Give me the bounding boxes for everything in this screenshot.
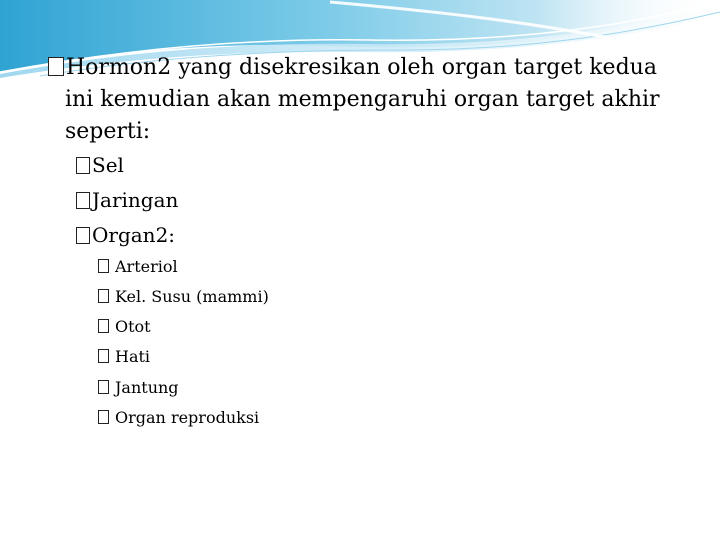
- missing-glyph-box-icon: [98, 319, 109, 333]
- sub-item-organ2: [76, 221, 175, 249]
- organ-item-label: Otot: [115, 317, 151, 336]
- sub-item-jaringan: [76, 186, 178, 214]
- organ-item-label: Hati: [115, 347, 151, 366]
- organ-item-kel-susu: [98, 286, 269, 308]
- main-bullet-line-3: seperti:: [65, 119, 151, 144]
- organ-item-arteriol: [98, 256, 178, 278]
- organ-item-label: Arteriol: [115, 257, 178, 276]
- organ-item-label: Jantung: [115, 378, 179, 397]
- main-bullet: [48, 52, 698, 148]
- organ-item-organ-reproduksi: [98, 407, 259, 429]
- missing-glyph-box-icon: [76, 157, 90, 174]
- missing-glyph-box-icon: [98, 289, 109, 303]
- sub-item-label: Organ2:: [92, 223, 176, 247]
- missing-glyph-box-icon: [76, 227, 90, 244]
- sub-item-sel: [76, 151, 124, 179]
- missing-glyph-box-icon: [98, 349, 109, 363]
- sub-item-label: Jaringan: [92, 188, 179, 212]
- missing-glyph-box-icon: [48, 57, 64, 76]
- organ-item-label: Kel. Susu (mammi): [115, 287, 269, 306]
- organ-item-jantung: [98, 377, 179, 399]
- organ-item-otot: [98, 316, 151, 338]
- organ-item-label: Organ reproduksi: [115, 408, 260, 427]
- organ-item-hati: [98, 346, 150, 368]
- main-bullet-line-2: ini kemudian akan mempengaruhi organ target akhir: [65, 87, 660, 112]
- main-bullet-line-1: Hormon2 yang disekresikan oleh organ target kedua: [66, 55, 657, 80]
- missing-glyph-box-icon: [98, 380, 109, 394]
- missing-glyph-box-icon: [76, 192, 90, 209]
- missing-glyph-box-icon: [98, 410, 109, 424]
- missing-glyph-box-icon: [98, 259, 109, 273]
- sub-item-label: Sel: [92, 153, 124, 177]
